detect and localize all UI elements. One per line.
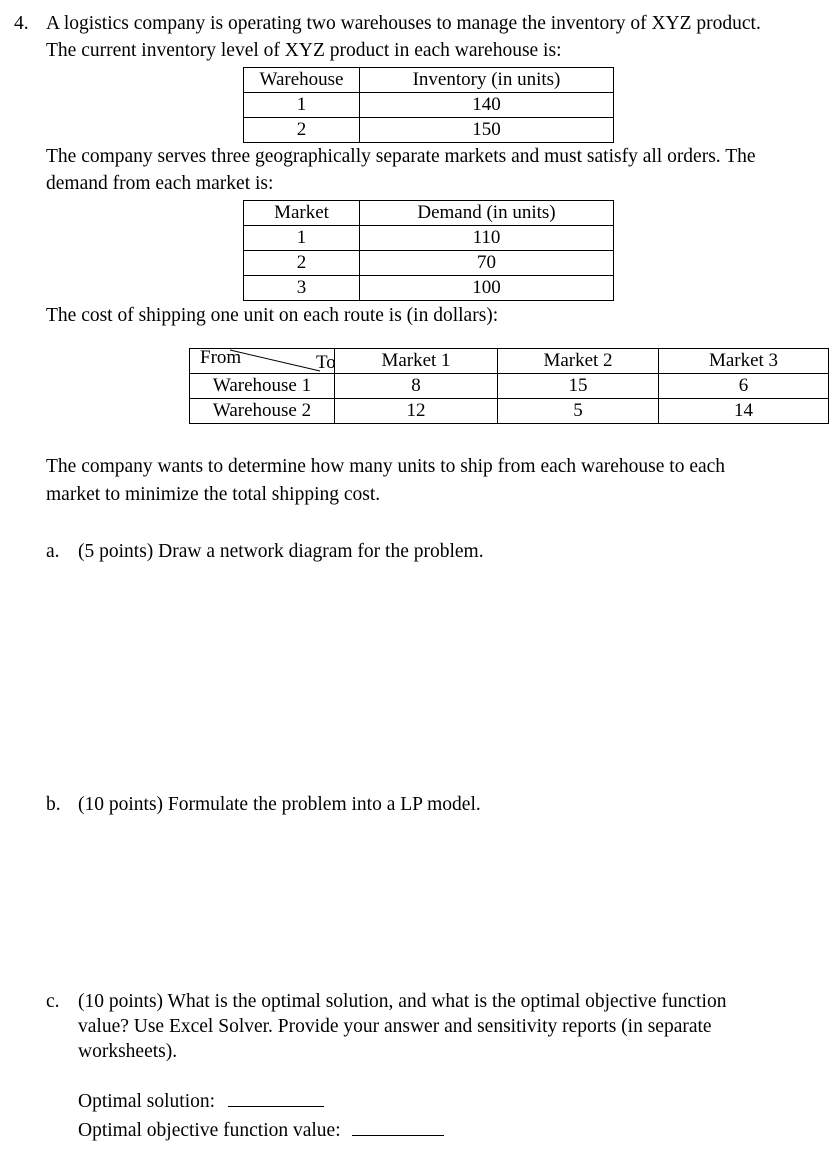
table-cell: 6 [659, 374, 829, 399]
table-cell: 3 [244, 276, 360, 301]
part-c-line-1: (10 points) What is the optimal solution, and what is the optimal objective function [78, 991, 727, 1012]
corner-cell [190, 349, 335, 374]
table-header-cell: Inventory (in units) [360, 68, 614, 93]
row-label-cell: Warehouse 1 [190, 374, 335, 399]
table-header-cell: Market [244, 201, 360, 226]
table-row [244, 118, 614, 143]
intro-line-2: The current inventory level of XYZ product in each warehouse is: [46, 40, 562, 61]
table-cell: 15 [498, 374, 659, 399]
part-a-letter: a. [46, 541, 60, 562]
table-row [244, 226, 614, 251]
market-text-line-2: demand from each market is: [46, 173, 274, 194]
corner-from-label: From [200, 347, 242, 368]
table-cell: 110 [360, 226, 614, 251]
table-row [244, 251, 614, 276]
table-cell: 12 [335, 399, 498, 424]
table-cell: 100 [360, 276, 614, 301]
table-header-cell: Demand (in units) [360, 201, 614, 226]
goal-text-line-2: market to minimize the total shipping cost. [46, 484, 381, 505]
part-c-line-2: value? Use Excel Solver. Provide your answer and sensitivity reports (in separate [78, 1016, 712, 1037]
table-header-cell: Market 2 [498, 349, 659, 374]
table-header-cell: Market 1 [335, 349, 498, 374]
table-cell: 140 [360, 93, 614, 118]
intro-line-1: A logistics company is operating two warehouses to manage the inventory of XYZ product. [46, 13, 761, 34]
table-cell: 8 [335, 374, 498, 399]
market-text-line-1: The company serves three geographically separate markets and must satisfy all orders. The [46, 146, 756, 167]
part-b-letter: b. [46, 794, 61, 815]
table-row [244, 201, 614, 226]
optimal-solution-label: Optimal solution: [78, 1091, 216, 1112]
table-row [190, 374, 829, 399]
cost-text: The cost of shipping one unit on each route is (in dollars): [46, 305, 499, 326]
table-header-cell: Warehouse [244, 68, 360, 93]
table-row [244, 68, 614, 93]
table-cell: 5 [498, 399, 659, 424]
table-header-cell: Market 3 [659, 349, 829, 374]
optimal-objective-blank[interactable] [352, 1115, 444, 1136]
part-a-text: (5 points) Draw a network diagram for the problem. [78, 541, 484, 562]
table-cell: 2 [244, 118, 360, 143]
part-c-line-3: worksheets). [78, 1041, 178, 1062]
table-row [244, 276, 614, 301]
row-label-cell: Warehouse 2 [190, 399, 335, 424]
demand-table [243, 200, 614, 301]
corner-to-label: To [316, 352, 336, 373]
table-cell: 14 [659, 399, 829, 424]
part-b-text: (10 points) Formulate the problem into a LP model. [78, 794, 481, 815]
question-number: 4. [14, 13, 29, 34]
optimal-objective-label: Optimal objective function value: [78, 1120, 341, 1141]
table-cell: 150 [360, 118, 614, 143]
table-row [190, 399, 829, 424]
inventory-table [243, 67, 614, 143]
cost-table [189, 348, 829, 424]
optimal-solution-blank[interactable] [228, 1086, 324, 1107]
optimal-objective-row [78, 1115, 444, 1144]
table-row [244, 93, 614, 118]
table-row [190, 349, 829, 374]
table-cell: 1 [244, 226, 360, 251]
goal-text-line-1: The company wants to determine how many units to ship from each warehouse to each [46, 456, 726, 477]
table-cell: 2 [244, 251, 360, 276]
part-c-letter: c. [46, 991, 60, 1012]
table-cell: 70 [360, 251, 614, 276]
table-cell: 1 [244, 93, 360, 118]
optimal-solution-row [78, 1086, 324, 1115]
